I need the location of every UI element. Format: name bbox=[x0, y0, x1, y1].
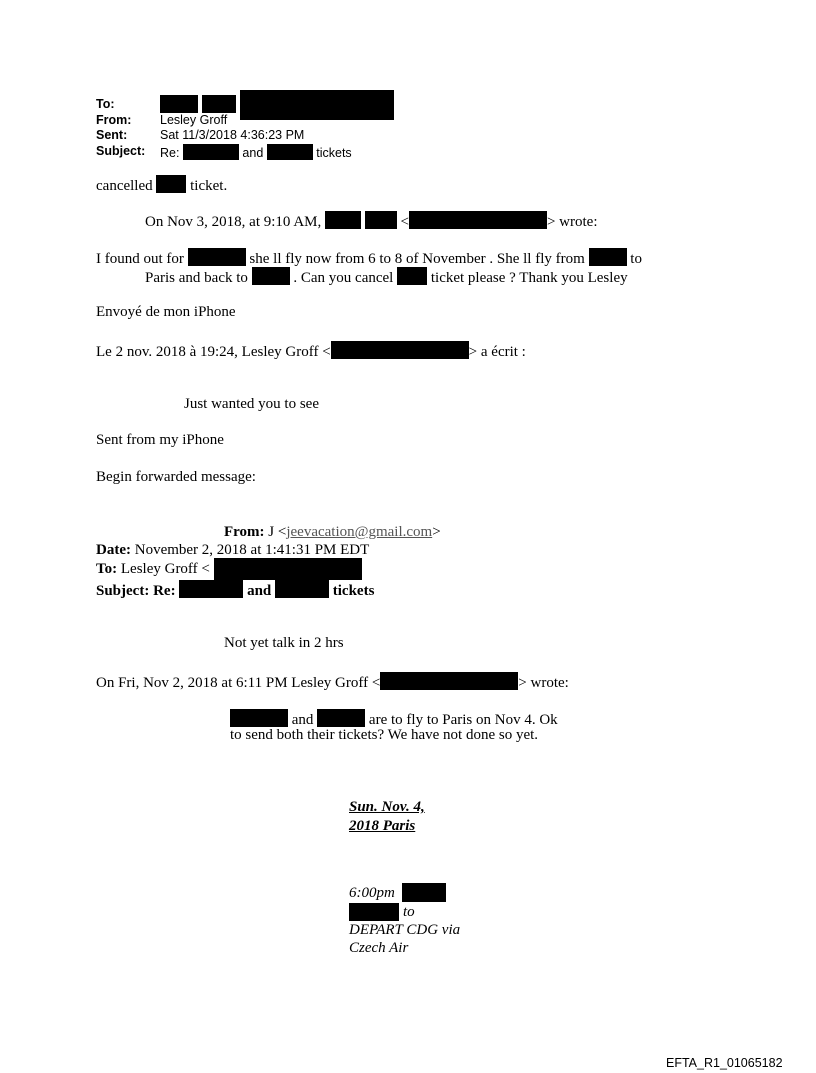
redaction bbox=[325, 211, 361, 229]
redaction bbox=[160, 95, 198, 113]
fwd-to-line bbox=[96, 561, 210, 578]
redaction bbox=[331, 341, 469, 359]
on-nov3-line bbox=[145, 211, 598, 231]
sent-value: Sat 11/3/2018 4:36:23 PM bbox=[160, 128, 305, 142]
redaction bbox=[349, 903, 399, 921]
on-nov3-lt: < bbox=[400, 214, 409, 230]
itinerary-date-line-1: Sun. Nov. 4, bbox=[349, 799, 425, 815]
envoye-line: Envoyé de mon iPhone bbox=[96, 304, 236, 320]
not-yet-line: Not yet talk in 2 hrs bbox=[224, 635, 344, 651]
redaction bbox=[409, 211, 547, 229]
subject-label: Subject: bbox=[96, 144, 146, 158]
subject-value bbox=[160, 144, 352, 160]
redaction bbox=[365, 211, 397, 229]
fwd-subject-tickets: tickets bbox=[332, 583, 375, 599]
itinerary-depart: DEPART CDG via bbox=[349, 922, 461, 938]
fwd-to-value: Lesley Groff < bbox=[120, 561, 210, 577]
redaction bbox=[230, 709, 288, 727]
le2-prefix: Le 2 nov. 2018 à 19:24, Lesley Groff < bbox=[96, 344, 331, 360]
fly-b: are to fly to Paris on Nov 4. Ok bbox=[368, 712, 558, 728]
document-id: EFTA_R1_01065182 bbox=[666, 1056, 783, 1070]
found-b: she ll fly now from 6 to 8 of November . She ll fly from bbox=[249, 251, 585, 267]
redaction bbox=[402, 883, 446, 902]
on-fri-suffix: > wrote: bbox=[518, 675, 569, 691]
redaction bbox=[179, 580, 243, 598]
redaction bbox=[380, 672, 518, 690]
fly-line bbox=[230, 709, 558, 729]
from-label: From: bbox=[96, 113, 132, 127]
just-wanted-line: Just wanted you to see bbox=[184, 396, 319, 412]
on-fri-prefix: On Fri, Nov 2, 2018 at 6:11 PM Lesley Groff < bbox=[96, 675, 381, 691]
begin-fwd-line: Begin forwarded message: bbox=[96, 469, 256, 485]
fwd-to-label: To: bbox=[96, 561, 118, 577]
itinerary-date-line-2: 2018 Paris bbox=[349, 818, 416, 834]
on-nov3-prefix: On Nov 3, 2018, at 9:10 AM, bbox=[145, 214, 322, 230]
itinerary-airline: Czech Air bbox=[349, 940, 409, 956]
subject-suffix: tickets bbox=[316, 146, 352, 160]
redaction bbox=[183, 144, 239, 160]
found-c: to bbox=[630, 251, 642, 267]
cancelled-prefix: cancelled bbox=[96, 178, 153, 194]
found-a: I found out for bbox=[96, 251, 184, 267]
fly-and: and bbox=[291, 712, 314, 728]
redaction bbox=[589, 248, 627, 266]
from-value: Lesley Groff bbox=[160, 113, 228, 127]
redaction bbox=[156, 175, 186, 193]
cancelled-suffix: ticket. bbox=[190, 178, 228, 194]
redaction bbox=[252, 267, 290, 285]
paris-b: . Can you cancel bbox=[293, 270, 394, 286]
le2-suffix: > a écrit : bbox=[468, 344, 526, 360]
redaction bbox=[267, 144, 313, 160]
fwd-from-email-link[interactable]: jeevacation@gmail.com bbox=[286, 524, 433, 540]
found-line bbox=[96, 248, 642, 268]
redaction bbox=[202, 95, 236, 113]
cancelled-line bbox=[96, 175, 227, 195]
paris-line bbox=[145, 267, 628, 287]
fwd-from-close: > bbox=[432, 524, 441, 540]
sent-label: Sent: bbox=[96, 128, 128, 142]
redaction bbox=[188, 248, 246, 266]
paris-a: Paris and back to bbox=[145, 270, 248, 286]
fly-line-2: to send both their tickets? We have not done so yet. bbox=[230, 727, 539, 743]
fwd-date-value: November 2, 2018 at 1:41:31 PM EDT bbox=[134, 542, 370, 558]
subject-prefix: Re: bbox=[160, 146, 180, 160]
subject-and: and bbox=[242, 146, 264, 160]
to-label: To: bbox=[96, 97, 115, 111]
itinerary-to: to bbox=[403, 904, 415, 920]
fwd-from-line bbox=[224, 524, 441, 541]
fwd-date-label: Date: bbox=[96, 542, 131, 558]
sent-from-line: Sent from my iPhone bbox=[96, 432, 224, 448]
redaction bbox=[317, 709, 365, 727]
le2-line bbox=[96, 341, 526, 361]
fwd-subject-line bbox=[96, 580, 374, 600]
fwd-subject-and: and bbox=[247, 583, 272, 599]
fwd-from-name: J < bbox=[268, 524, 287, 540]
paris-c: ticket please ? Thank you Lesley bbox=[430, 270, 628, 286]
fwd-date-line bbox=[96, 542, 369, 559]
fwd-from-label: From: bbox=[224, 524, 265, 540]
redaction bbox=[240, 90, 394, 120]
redaction bbox=[214, 558, 362, 580]
on-fri-line bbox=[96, 672, 569, 692]
redaction bbox=[275, 580, 329, 598]
fwd-subject-label: Subject: Re: bbox=[96, 583, 176, 599]
on-nov3-suffix: > wrote: bbox=[546, 214, 598, 230]
itinerary-time: 6:00pm bbox=[349, 885, 395, 901]
redaction bbox=[397, 267, 427, 285]
